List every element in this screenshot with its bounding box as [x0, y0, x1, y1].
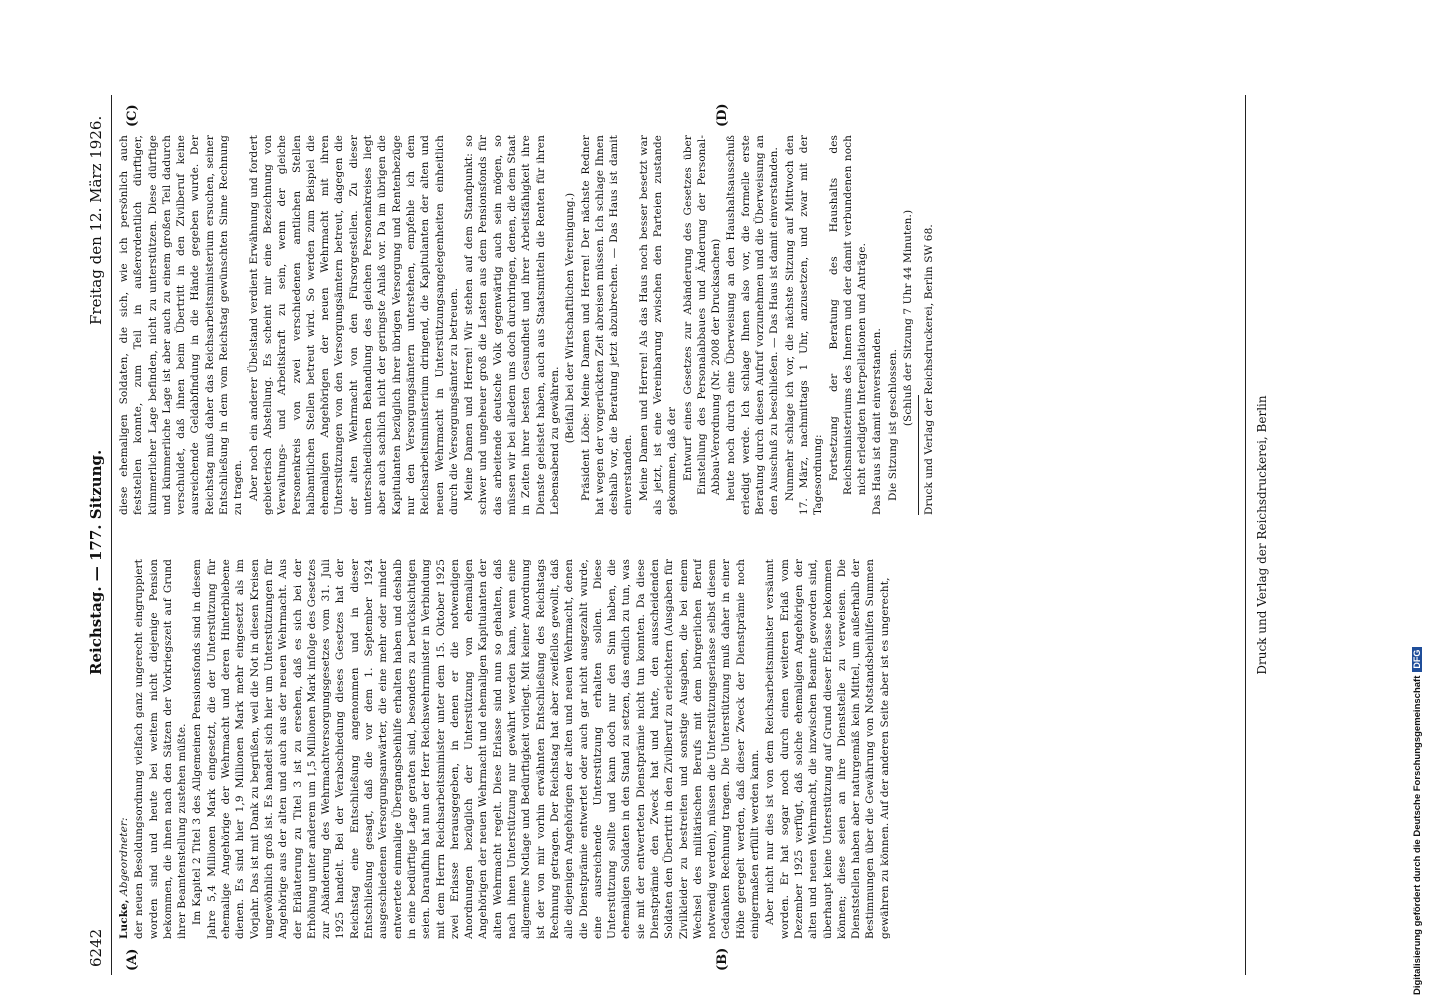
paragraph: Aber noch ein anderer Übelstand verdient Erwähnung und fordert gebieterisch Abstellung. Es scheint mir eine Bezeichnung von Verwaltungs- und Arbeitskraft zu sein, wenn der gleiche Personenkreis von zwei verschiedenen amtlichen Stellen halbamtlichen Stellen betreut wird. So werden zum Beispiel die ehemaligen Angehörigen der neuen Wehrmacht mit ihren Unterstützungen von den Versorgungsämtern betreut, dagegen die der alten Wehrmacht von den Fürsorgestellen. Zu dieser unterschiedlichen Behandlung des gleichen Personenkreises liegt aber auch sachlich nicht der geringste Anlaß vor. Da im übrigen die Kapitulanten bezüglich ihrer übrigen Versorgung und Rentenbezüge nur den Versorgungsämtern unterstehen, empfehle ich dem Reichsarbeitsministerium dringend, die Kapitulanten der alten und neuen Wehrmacht in Unterstützungsangelegenheiten einheitlich durch die Versorgungsämter zu betreuen. [247, 135, 460, 515]
paragraph: Nunmehr schlage ich vor, die nächste Sitzung auf Mittwoch den 17. März, nachmittags 1 Uhr, anzusetzen, und zwar mit der Tagesordnung: [783, 135, 825, 515]
bill-title: Entwurf eines Gesetzes zur Abänderung des Gesetzes über Einstellung des Personalabbaues und Änderung der Personal-Abbau-Verordnung (Nr. 2008 der Drucksachen) [681, 135, 723, 495]
session-date: Freitag den 12. März 1926. [87, 115, 105, 325]
text-column-left [117, 559, 1237, 939]
dfg-logo-badge: DFG [1412, 647, 1422, 672]
speaker-line [117, 559, 131, 939]
margin-marker-d: (D) [715, 103, 730, 127]
credit-text: Digitalisierung gefördert durch die Deutsche Forschungsgemeinschaft [1412, 675, 1423, 995]
footer-rule [1245, 95, 1246, 975]
applause-note: (Beifall bei der Wirtschaftlichen Vereinigung.) [564, 192, 577, 444]
paragraph: Aber nicht nur dies ist von dem Reichsarbeitsminister versäumt worden. Er hat sogar noch durch einen weiteren Erlaß vom Dezember 1925 verfügt, daß solche ehemaligen Angehörigen der alten und neuen Wehrmacht, die inzwischen Beamte geworden sind, überhaupt keine Unterstützung auf Grund dieser Erlasse bekommen können; diese seien an ihre Dienststelle zu verweisen. Die Dienststellen haben aber naturgemäß kein Mittel, um außerhalb der Bestimmungen über die Gewährung von Notstandsbeihilfen Summen gewähren zu können. Auf der anderen Seite aber ist es ungerecht, [764, 559, 891, 939]
paragraph: heute noch durch eine Überweisung an den Haushaltsausschuß erledigt werde. Ich schlage Ihnen also vor, die formelle erste Beratung durch diesen Aufruf vorzunehmen und die Überweisung an den Ausschuß zu beschließen. — Das Haus ist damit einverstanden. [725, 135, 781, 515]
paragraph: Das Haus ist damit einverstanden. [871, 328, 884, 515]
closing-rule [918, 395, 919, 515]
paragraph: der neuen Besoldungsordnung vielfach ganz ungerecht eingruppiert worden sind und heute bei weitem nicht diejenige Pension bekommen, die ihnen nach den Sätzen der Vorkriegszeit auf Grund ihrer Beamtenstellung zustehen müßte. [133, 559, 189, 939]
page-header [85, 95, 113, 975]
agenda-item: Fortsetzung der Beratung des Haushalts des Reichsministeriums des Innern und der damit verbundenen noch nicht erledigten Interpellationen und Anträge. [827, 135, 869, 495]
speaker-name: Lucke, [118, 899, 130, 939]
page-footer: Druck und Verlag der Reichsdruckerei, Berlin [1255, 395, 1269, 675]
printer-note: Druck und Verlag der Reichsdruckerei, Berlin SW 68. [923, 224, 936, 515]
paragraph: Meine Damen und Herren! Wir stehen auf dem Standpunkt: so schwer und ungeheuer groß die Lasten aus dem Pensionsfonds für das arbeitende deutsche Volk gegenwärtig auch sein mögen, so müssen wir bei alledem uns doch durchringen, denen, die dem Staat in Zeiten ihrer besten Gesundheit und ihrer Arbeitsfähigkeit ihre Dienste geleistet haben, auch aus Staatsmitteln die Renten für ihren Lebensabend zu gewähren. [463, 135, 561, 515]
header-rule [111, 95, 112, 975]
paragraph: diese ehemaligen Soldaten, die sich, wie ich persönlich auch feststellen konnte, zum Teil in außerordentlich dürftiger, kümmerlicher Lage befinden, nicht zu unterstützen. Diese dürftige und kümmerliche Lage ist aber auch zu einem großen Teil dadurch verschuldet, daß ihnen beim Übertritt in den Zivilberuf keine ausreichende Geldabfindung in die Hände gegeben wurde. Der Reichstag muß daher das Reichsarbeitsministerium ersuchen, seiner Entschließung in dem vom Reichstag gewünschten Sinne Rechnung zu tragen. [118, 135, 245, 515]
margin-marker-b: (B) [715, 947, 730, 971]
margin-marker-a: (A) [125, 948, 140, 971]
paragraph: Die Sitzung ist geschlossen. [886, 348, 899, 501]
margin-marker-c: (C) [125, 104, 140, 127]
paragraph: Präsident Löbe: Meine Damen und Herren! Der nächste Redner hat wegen der vorgerückten Zeit abreisen müssen. Ich schlage Ihnen deshalb vor, die Beratung jetzt abzubrechen. — Das Haus ist damit einverstanden. [579, 135, 635, 515]
paragraph: Im Kapitel 2 Titel 3 des Allgemeinen Pensionsfonds sind in diesem Jahre 5,4 Millionen Mark eingesetzt, die der Unterstützung für ehemalige Angehörige der Wehrmacht und deren Hinterbliebene dienen. Es sind hier 1,9 Millionen Mark mehr eingesetzt als im Vorjahr. Das ist mit Dank zu begrüßen, weil die Not in diesen Kreisen ungewöhnlich groß ist. Es handelt sich hier um Unterstützungen für Angehörige aus der alten und auch aus der neuen Wehrmacht. Aus der Erläuterung zu Titel 3 ist zu ersehen, daß es sich bei der Erhöhung unter anderem um 1,5 Millionen Mark infolge des Gesetzes zur Abänderung des Wehrmachtversorgungsgesetzes vom 31. Juli 1925 handelt. Bei der Verabschiedung dieses Gesetzes hat der Reichstag eine Entschließung angenommen und in dieser Entschließung gesagt, daß die vor dem 1. September 1924 ausgeschiedenen Versorgungsanwärter, die eine mehr oder minder entwertete einmalige Übergangsbeihilfe erhalten haben und deshalb in eine bedürftige Lage geraten sind, besonders zu berücksichtigen seien. Daraufhin hat nun der Herr Reichswehrminister in Verbindung mit dem Herrn Reichsarbeitsminister unter dem 15. Oktober 1925 zwei Erlasse herausgegeben, in denen er die notwendigen Anordnungen bezüglich der Unterstützung von ehemaligen Angehörigen der neuen Wehrmacht und ehemaligen Kapitulanten der alten Wehrmacht regelt. Diese Erlasse sind nun so gehalten, daß nach ihnen Unterstützung nur gewährt werden kann, wenn eine allgemeine Notlage und Bedürftigkeit vorliegt. Mit keiner Anordnung ist der von mir vorhin erwähnten Entschließung des Reichstags Rechnung getragen. Der Reichstag hat aber zweifellos gewollt, daß alle diejenigen Angehörigen der alten und neuen Wehrmacht, denen die Dienstprämie entwertet oder auch gar nicht ausgezahlt wurde, eine ausreichende Unterstützung erhalten sollen. Diese Unterstützung sollte und kann doch nur den Sinn haben, die ehemaligen Soldaten in den Stand zu setzen, das endlich zu tun, was sie mit der entwerteten Dienstprämie nicht tun konnten. Da diese Dienstprämie den Zweck hat und hatte, den ausscheidenden Soldaten den Übertritt in den Zivilberuf zu erleichtern (Ausgaben für Zivilkleider zu bestreiten und sonstige Ausgaben, die bei einem Wechsel des militärischen Berufs mit dem bürgerlichen Beruf notwendig werden), müssen die Unterstützungserlasse selbst diesem Gedanken Rechnung tragen. Die Unterstützung muß daher in einer Höhe geregelt werden, daß dieser Zweck der Dienstprämie noch einigermaßen erfüllt werden kann. [191, 559, 762, 939]
session-close-note: (Schluß der Sitzung 7 Uhr 44 Minuten.) [902, 209, 915, 427]
session-title: Reichstag. — 177. Sitzung. [87, 449, 105, 675]
paragraph: Meine Damen und Herren! Als das Haus noch besser besetzt war als jetzt, ist eine Vereinbarung zwischen den Parteien zustande gekommen, daß der [637, 135, 679, 515]
credit-line [1412, 647, 1423, 995]
text-column-right [117, 135, 1237, 515]
speaker-role: Abgeordneter: [118, 817, 130, 896]
digitization-credit [1412, 10, 1428, 1000]
page-number: 6242 [87, 928, 105, 967]
rotated-page [85, 95, 1315, 975]
